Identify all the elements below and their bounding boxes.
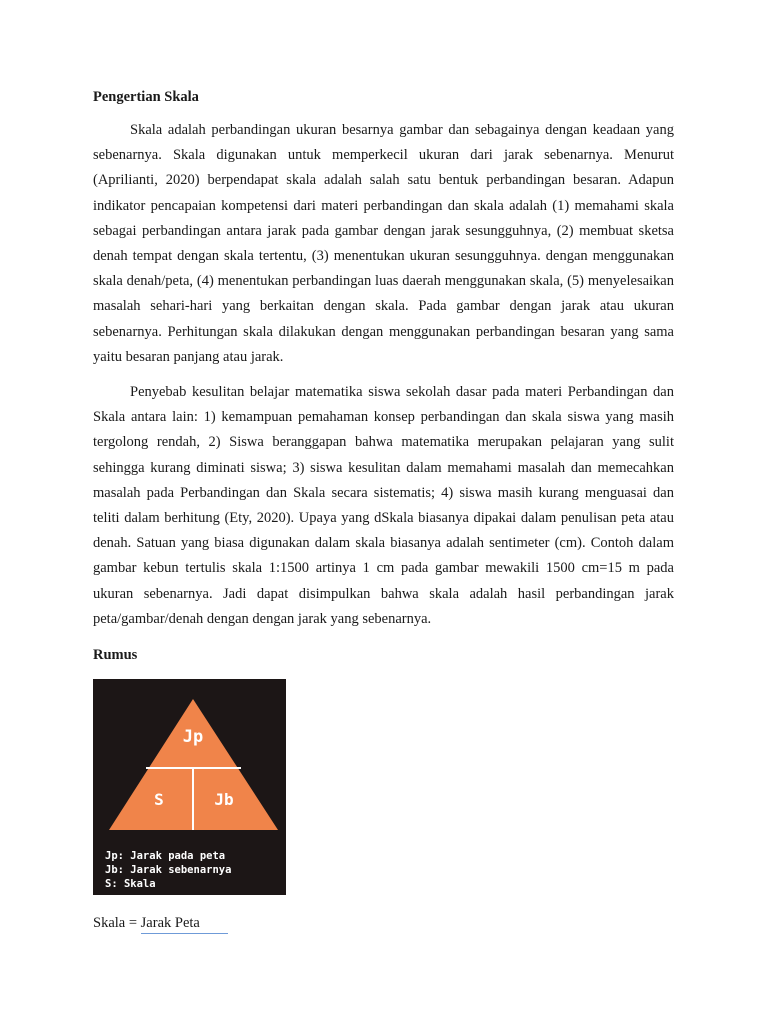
- label-jb: Jb: [214, 790, 234, 809]
- legend-s: S: Skala: [105, 878, 156, 890]
- legend-jb: Jb: Jarak sebenarnya: [105, 864, 232, 876]
- heading-rumus: Rumus: [93, 647, 138, 663]
- formula-numerator: Jarak Peta: [141, 913, 228, 934]
- label-jp: Jp: [182, 727, 204, 747]
- formula-lhs: Skala =: [93, 915, 141, 931]
- scale-formula: [93, 913, 228, 934]
- heading-pengertian-skala: Pengertian Skala: [93, 89, 199, 105]
- scale-formula-triangle-image: [93, 679, 286, 895]
- paragraph-definition: Skala adalah perbandingan ukuran besarnya gambar dan sebagainya dengan keadaan yang sebenarnya. Skala digunakan untuk memperkecil ukuran dari jarak sebenarnya. Menurut (Aprilianti, 2020) berpendapat skala adalah salah satu bentuk perbandingan besaran. Adapun indikator pencapaian kompetensi dari materi perbandingan dan skala adalah (1) memahami skala sebagai perbandingan antara jarak pada gambar dengan jarak sesungguhnya, (2) membuat sketsa denah tempat dengan skala tertentu, (3) menentukan ukuran sesungguhnya. dengan menggunakan skala denah/peta, (4) menentukan perbandingan luas daerah menggunakan skala, (5) menyelesaikan masalah sehari-hari yang berkaitan dengan skala. Pada gambar dengan jarak atau ukuran sebenarnya. Perhitungan skala dilakukan dengan menggunakan perbandingan besaran yang sama yaitu besaran panjang atau jarak.: [93, 122, 674, 365]
- legend-jp: Jp: Jarak pada peta: [105, 850, 226, 862]
- paragraph-difficulties: Penyebab kesulitan belajar matematika siswa sekolah dasar pada materi Perbandingan dan Skala antara lain: 1) kemampuan pemahaman konsep perbandingan dan skala siswa yang masih tergolong rendah, 2) Siswa beranggapan bahwa matematika merupakan pelajaran yang sulit sehingga kurang diminati siswa; 3) siswa kesulitan dalam memahami masalah dan memecahkan masalah pada Perbandingan dan Skala secara sistematis; 4) siswa masih kurang menguasai dan teliti dalam berhitung (Ety, 2020). Upaya yang dSkala biasanya dipakai dalam penulisan peta atau denah. Satuan yang biasa digunakan dalam skala biasanya adalah sentimeter (cm). Contoh dalam gambar kebun tertulis skala 1:1500 artinya 1 cm pada gambar mewakili 1500 cm=15 m pada ukuran sebenarnya. Jadi dapat disimpulkan bahwa skala adalah hasil perbandingan jarak peta/gambar/denah dengan dengan jarak yang sebenarnya.: [93, 384, 674, 627]
- label-s: S: [154, 790, 164, 809]
- triangle-diagram: [93, 679, 286, 895]
